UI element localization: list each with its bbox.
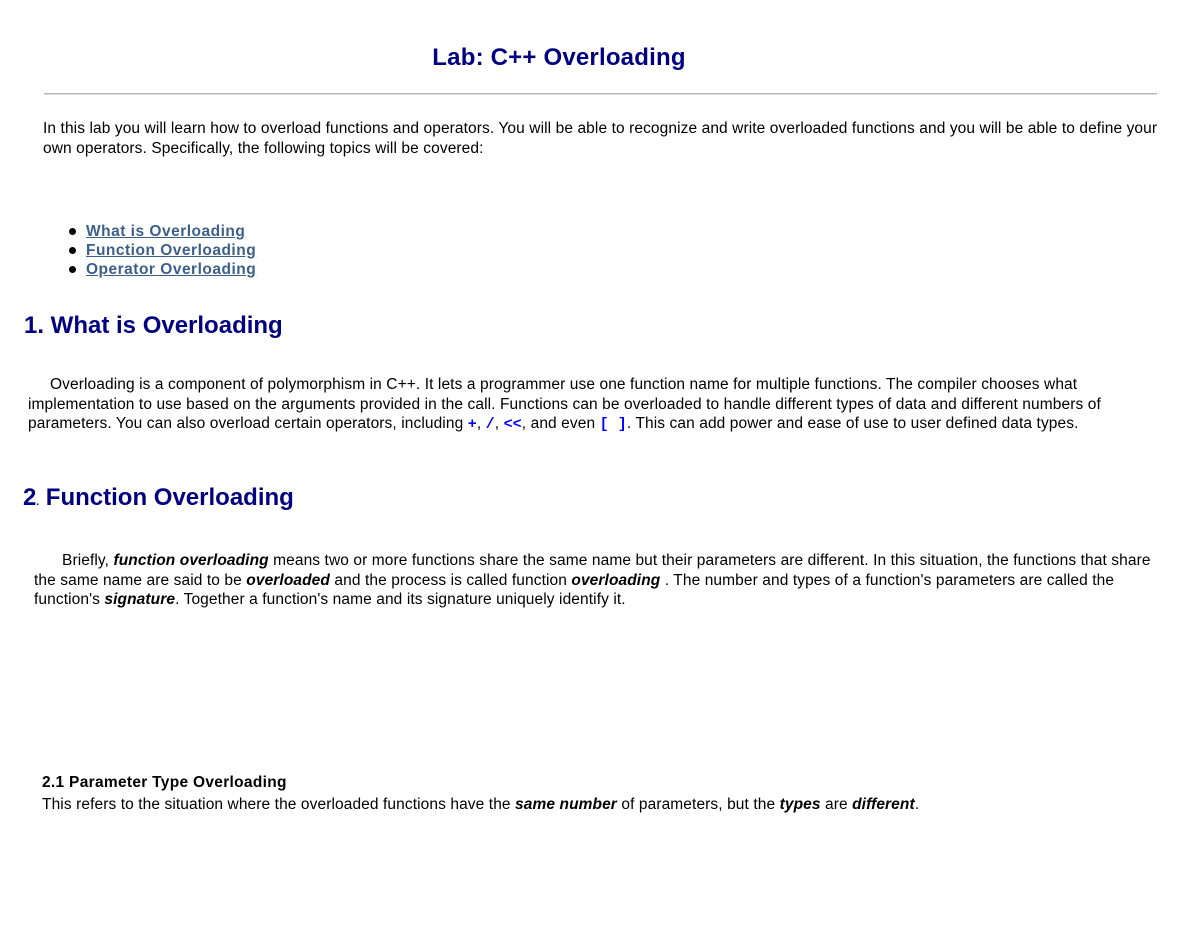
emphasis: overloading <box>571 571 661 589</box>
operator-shift: << <box>503 416 522 434</box>
separator: , <box>494 415 504 433</box>
heading-number: 2 <box>23 484 37 511</box>
section2-text-b: means two or more functions share the same name but their parameters are different. In this situation, the functions that share the same name are said to be <box>34 552 1151 589</box>
page-title: Lab: C++ Overloading <box>432 44 686 71</box>
toc-item <box>66 260 256 279</box>
section1-text-b: . This can add power and ease of use to user defined data types. <box>626 415 1079 433</box>
section2-text-e: . Together a function's name and its signature uniquely identify it. <box>175 591 626 609</box>
section1-text-a: Overloading is a component of polymorphism in C++. It lets a programmer use one function name for multiple functions. The compiler chooses what implementation to use based on the arguments provided in the call. Functions can be overloaded to handle different types of data and different numbers of parameters. You can also overload certain operators, including <box>28 376 1101 433</box>
emphasis: overloaded <box>246 571 330 589</box>
toc-link-function-overloading[interactable]: Function Overloading <box>86 242 257 259</box>
toc-link-operator-overloading[interactable]: Operator Overloading <box>86 261 257 278</box>
emphasis: different <box>852 796 915 813</box>
subsection-text-d: . <box>914 796 920 813</box>
section-heading-function-overloading <box>23 484 294 512</box>
section2-text-c: and the process is called function <box>329 571 572 589</box>
separator: , <box>476 415 486 433</box>
section2-text-a: Briefly, <box>62 552 114 569</box>
section2-paragraph <box>34 551 1154 610</box>
bullet-icon <box>69 247 76 254</box>
bullet-icon <box>69 266 76 273</box>
heading-label: Function Overloading <box>39 484 294 511</box>
subsection-text-c: are <box>820 796 853 813</box>
emphasis: same number <box>515 796 617 813</box>
emphasis: signature <box>104 591 176 609</box>
intro-paragraph: In this lab you will learn how to overload functions and operators. You will be able to recognize and write overloaded functions and you will be able to define your own operators. Specifically, the following topics will be covered: <box>43 120 1158 157</box>
section1-paragraph <box>28 375 1158 435</box>
subsection-text-b: of parameters, but the <box>616 796 780 813</box>
toc-link-what-is-overloading[interactable]: What is Overloading <box>86 223 246 240</box>
section-heading-what-is-overloading: 1. What is Overloading <box>24 312 283 339</box>
operator-index: [ ] <box>599 416 627 434</box>
emphasis: function overloading <box>113 552 269 569</box>
section2-text-d: . The number and types of a function's parameters are called the function's <box>34 571 1115 609</box>
subsection21-paragraph <box>42 795 1172 815</box>
heading-dot: . <box>36 497 40 508</box>
toc-item <box>66 222 256 241</box>
operator-plus: + <box>467 416 477 434</box>
subsection-heading-parameter-type-overloading: 2.1 Parameter Type Overloading <box>42 774 287 791</box>
separator: , and even <box>521 415 600 433</box>
emphasis: types <box>779 796 821 813</box>
subsection-text-a: This refers to the situation where the overloaded functions have the <box>42 796 516 813</box>
toc-item <box>66 241 256 260</box>
bullet-icon <box>69 228 76 235</box>
operator-divide: / <box>485 416 495 434</box>
table-of-contents <box>66 222 256 279</box>
horizontal-rule <box>44 93 1157 95</box>
